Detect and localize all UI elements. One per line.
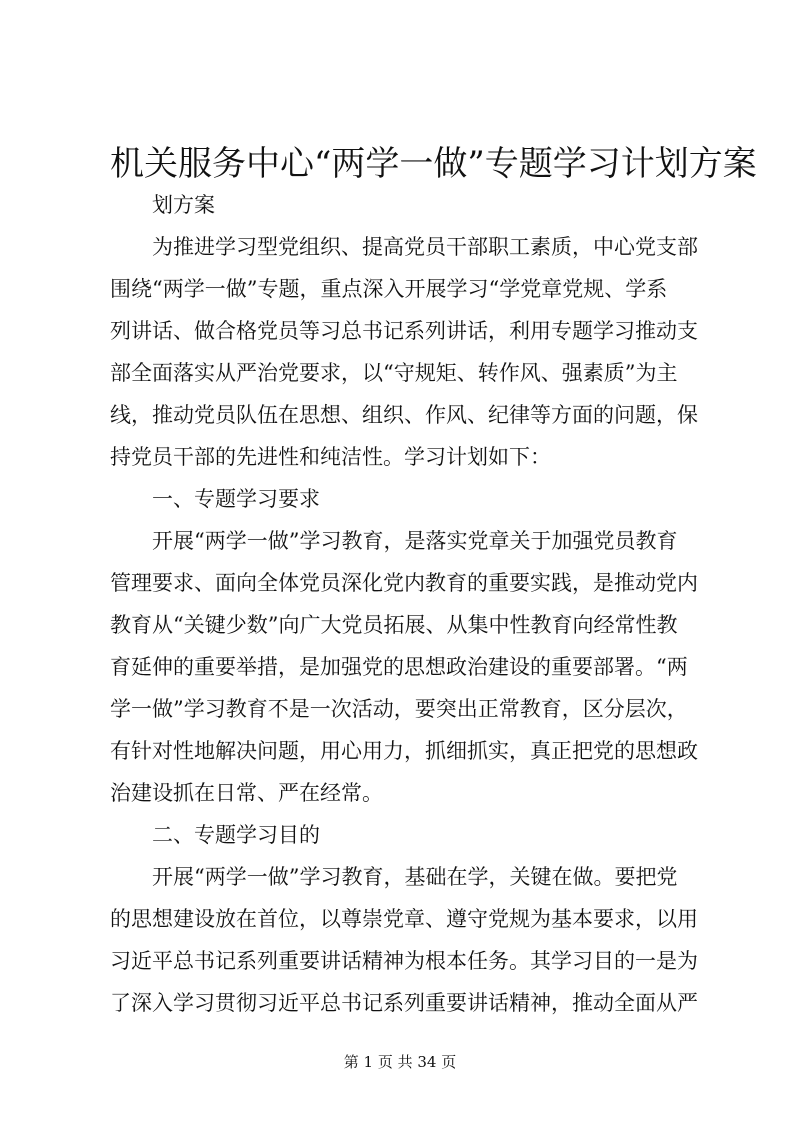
paragraph-line: 学一做”学习教育不是一次活动，要突出正常教育，区分层次， <box>110 697 688 721</box>
paragraph-line: 部全面落实从严治党要求，以“守规矩、转作风、强素质”为主 <box>110 361 678 385</box>
paragraph-line: 习近平总书记系列重要讲话精神为根本任务。其学习目的一是为 <box>110 949 698 973</box>
paragraph-line: 有针对性地解决问题，用心用力，抓细抓实，真正把党的思想政 <box>110 739 698 763</box>
section-heading: 一、专题学习要求 <box>110 487 320 511</box>
paragraph-line: 持党员干部的先进性和纯洁性。学习计划如下： <box>110 445 551 469</box>
paragraph-line: 的思想建设放在首位，以尊崇党章、遵守党规为基本要求，以用 <box>110 907 698 931</box>
paragraph-line: 开展“两学一做”学习教育，基础在学，关键在做。要把党 <box>110 865 678 889</box>
paragraph-line: 划方案 <box>110 193 215 217</box>
page-footer: 第 1 页 共 34 页 <box>343 1053 457 1071</box>
paragraph-line: 管理要求、面向全体党员深化党内教育的重要实践，是推动党内 <box>110 571 698 595</box>
paragraph-line: 线，推动党员队伍在思想、组织、作风、纪律等方面的问题，保 <box>110 403 698 427</box>
paragraph-line: 教育从“关键少数”向广大党员拓展、从集中性教育向经常性教 <box>110 613 678 637</box>
paragraph-line: 治建设抓在日常、严在经常。 <box>110 781 383 805</box>
paragraph-line: 了深入学习贯彻习近平总书记系列重要讲话精神，推动全面从严 <box>110 991 698 1015</box>
paragraph-line: 围绕“两学一做”专题，重点深入开展学习“学党章党规、学系 <box>110 277 668 301</box>
paragraph-line: 列讲话、做合格党员等习总书记系列讲话，利用专题学习推动支 <box>110 319 698 343</box>
section-heading: 二、专题学习目的 <box>110 823 320 847</box>
paragraph-line: 开展“两学一做”学习教育，是落实党章关于加强党员教育 <box>110 529 678 553</box>
paragraph-line: 为推进学习型党组织、提高党员干部职工素质，中心党支部 <box>110 235 698 259</box>
document-title: 机关服务中心“两学一做”专题学习计划方案 <box>110 144 757 184</box>
paragraph-line: 育延伸的重要举措，是加强党的思想政治建设的重要部署。“两 <box>110 655 688 679</box>
